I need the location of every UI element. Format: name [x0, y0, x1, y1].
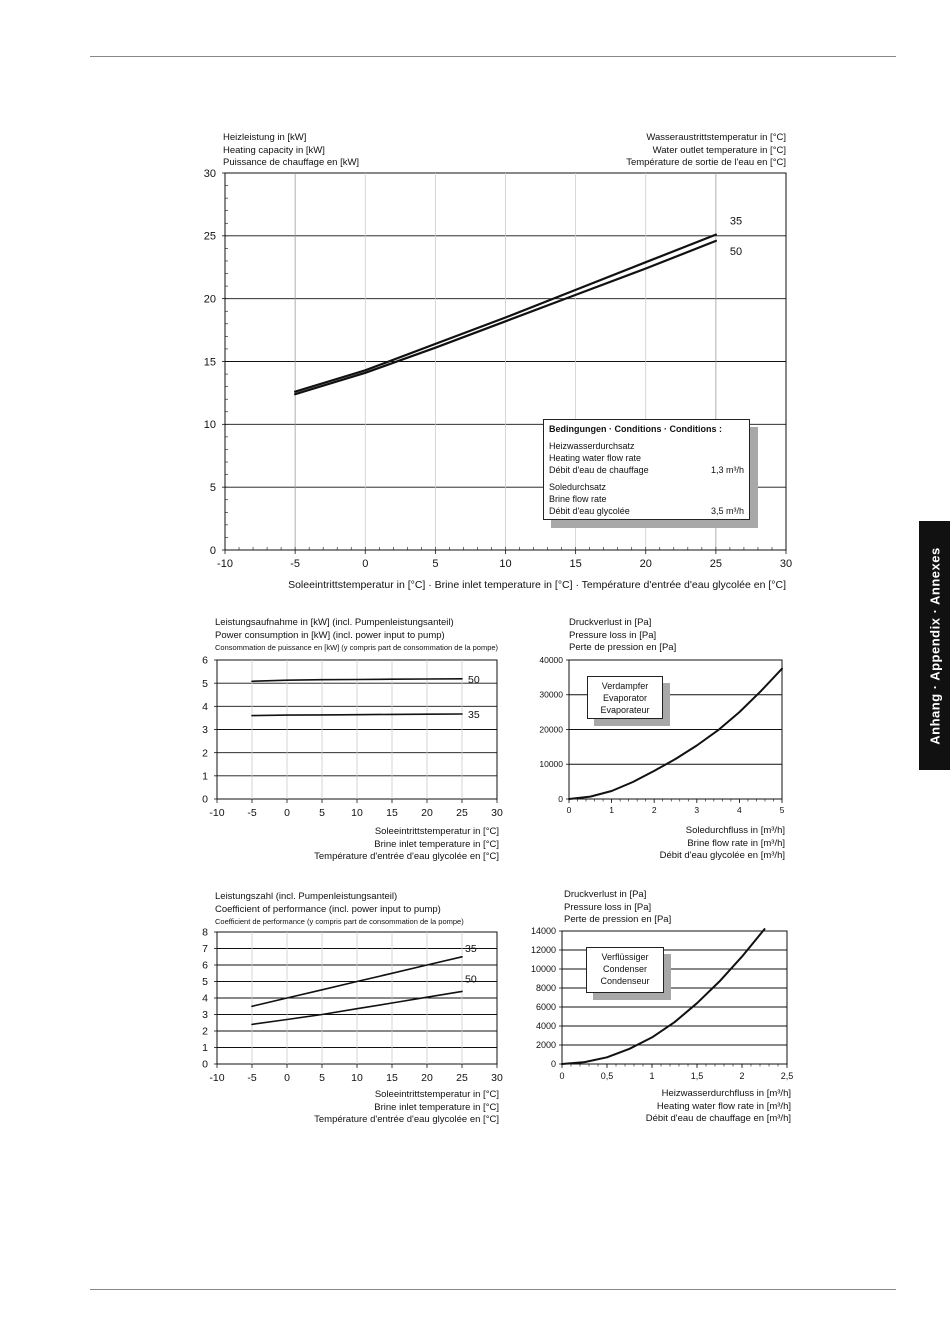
power-xtick-label: 5 [319, 807, 325, 819]
heating-xlabel [288, 579, 786, 592]
cop-xlabel-fr: Température d'entrée d'eau glycolée en [°C] [314, 1114, 499, 1125]
cond-xlabel-en: Heating water flow rate in [m³/h] [656, 1100, 791, 1112]
evaporator-ytick-label: 30000 [539, 689, 563, 700]
cop-xlabel-en: Brine inlet temperature in [°C] [374, 1101, 499, 1113]
condenser-box [586, 947, 664, 993]
power-xlabel-de: Soleeintrittstemperatur in [°C] [374, 826, 499, 837]
cop-ytick-label: 4 [202, 992, 208, 1005]
power-series-line [252, 714, 462, 716]
cop-ytick-label: 0 [202, 1058, 208, 1071]
heating-ylabel-fr: Puissance de chauffage en [kW] [223, 157, 360, 168]
power-ytick-label: 3 [202, 724, 208, 737]
power-xlabel [314, 826, 499, 864]
cop-xlabel-de: Soleeintrittstemperatur in [°C] [374, 1089, 499, 1100]
cop-xtick-label: 20 [421, 1072, 433, 1084]
cop-xtick-label: 10 [351, 1072, 363, 1084]
power-ytick-label: 1 [202, 770, 208, 783]
heating-xtick-label: 20 [639, 558, 652, 570]
heating-xlabel-text: Soleeintrittstemperatur in [°C] · Brine inlet temperature in [°C] · Température d'entrée d'eau glycolée en [°C] [288, 579, 786, 591]
cop-ytick-label: 8 [202, 926, 208, 939]
cond-box-en: Condenser [602, 964, 648, 974]
heating-xtick-label: 10 [499, 558, 512, 570]
cop-ytick-label: 1 [202, 1042, 208, 1055]
cop-xtick-label: -5 [247, 1072, 257, 1084]
power-xtick-label: 0 [284, 807, 290, 819]
heating-ytick-label: 10 [203, 419, 216, 432]
heating-xtick-label: 25 [709, 558, 722, 570]
evap-xlabel-fr: Débit d'eau glycolée en [m³/h] [659, 850, 785, 861]
evap-box-fr: Evaporateur [600, 705, 650, 715]
cop-xlabel [314, 1089, 499, 1127]
heating-ytick-label: 25 [203, 230, 216, 243]
cond-heating-flow-en: Heating water flow rate [549, 453, 642, 463]
condenser-ytick-label: 2000 [535, 1040, 556, 1051]
heating-series-label: 50 [729, 245, 743, 258]
heating-ytick-label: 15 [203, 356, 216, 369]
condenser-ytick-label: 6000 [535, 1002, 556, 1013]
power-ytick-label: 0 [202, 793, 208, 806]
heating-xtick-label: 30 [779, 558, 793, 570]
conditions-title: Bedingungen · Conditions · Conditions : [549, 424, 722, 434]
condenser-xtick-label: 2,5 [780, 1071, 794, 1081]
cond-xlabel-de: Heizwasserdurchfluss in [m³/h] [661, 1088, 791, 1099]
heating-ylabel-en: Heating capacity in [kW] [223, 144, 325, 156]
cond-heating-flow-value: 1,3 m³/h [710, 465, 744, 475]
cop-ytick-label: 5 [202, 976, 208, 989]
evap-ylabel-en: Pressure loss in [Pa] [569, 629, 657, 641]
cond-heating-flow-fr: Débit d'eau de chauffage [549, 465, 649, 475]
cond-ylabel-en: Pressure loss in [Pa] [564, 901, 652, 913]
heating-xtick-label: 0 [362, 558, 369, 570]
cop-ylabel [215, 891, 464, 929]
evaporator-xtick-label: 0 [566, 805, 572, 815]
power-xtick-label: 10 [351, 807, 363, 819]
cond-xlabel-fr: Débit d'eau de chauffage en [m³/h] [645, 1113, 791, 1124]
condenser-ytick-label: 10000 [530, 964, 556, 975]
condenser-xtick-label: 0,5 [600, 1071, 614, 1081]
evaporator-ytick-label: 40000 [539, 654, 563, 665]
evaporator-xtick-label: 4 [737, 805, 742, 815]
power-xlabel-fr: Température d'entrée d'eau glycolée en [°C] [314, 851, 499, 862]
power-xlabel-en: Brine inlet temperature in [°C] [374, 838, 499, 850]
evaporator-xtick-label: 1 [609, 805, 614, 815]
power-xtick-label: 20 [421, 807, 433, 819]
cond-brine-flow-fr: Débit d'eau glycolée [549, 506, 630, 516]
evap-xlabel [660, 825, 785, 863]
heating-xtick-label: -5 [290, 558, 301, 570]
heating-ytick-label: 20 [203, 293, 216, 306]
condenser-ytick-label: 0 [550, 1059, 556, 1070]
power-ylabel-en: Power consumption in [kW] (incl. power input to pump) [215, 629, 445, 641]
evap-box-de: Verdampfer [601, 681, 649, 691]
heating-ytick-label: 5 [209, 482, 216, 495]
condenser-xtick-label: 2 [739, 1071, 745, 1081]
heating-y2label [626, 132, 786, 170]
heating-ytick-label: 30 [203, 167, 216, 180]
heating-xtick-label: 5 [432, 558, 439, 570]
cop-ytick-label: 3 [202, 1009, 208, 1022]
power-xtick-label: 25 [456, 807, 468, 819]
power-ytick-label: 2 [202, 747, 208, 760]
cop-xtick-label: 30 [491, 1072, 503, 1084]
cop-xtick-label: -10 [209, 1072, 225, 1084]
condenser-xtick-label: 1 [649, 1071, 655, 1081]
evap-ylabel-de: Druckverlust in [Pa] [569, 617, 652, 628]
evap-ylabel-fr: Perte de pression en [Pa] [569, 642, 677, 653]
cop-ytick-label: 2 [202, 1025, 208, 1038]
power-ylabel-fr: Consommation de puissance en [kW] (y compris part de consommation de la pompe) [215, 643, 499, 652]
cond-ylabel-fr: Perte de pression en [Pa] [564, 914, 672, 925]
cond-ylabel [564, 889, 671, 927]
side-tab-label: Anhang · Appendix · Annexes [927, 546, 942, 745]
condenser-ytick-label: 12000 [530, 945, 556, 956]
condenser-xtick-label: 1,5 [690, 1071, 704, 1081]
heating-y2label-de: Wasseraustrittstemperatur in [°C] [646, 132, 786, 143]
heating-xtick-label: 15 [569, 558, 582, 570]
power-xtick-label: -10 [209, 807, 225, 819]
cop-ylabel-en: Coefficient of performance (incl. power input to pump) [215, 903, 441, 915]
power-ytick-label: 4 [202, 701, 208, 714]
heating-y2label-en: Water outlet temperature in [°C] [652, 144, 786, 156]
conditions-box [543, 419, 750, 520]
evaporator-xtick-label: 5 [779, 805, 785, 815]
cond-brine-flow-value: 3,5 m³/h [710, 506, 744, 516]
cop-chart [202, 927, 503, 1084]
evap-xlabel-en: Brine flow rate in [m³/h] [687, 837, 785, 849]
power-series-label: 50 [468, 673, 480, 686]
cop-xtick-label: 15 [386, 1072, 398, 1084]
condenser-ytick-label: 14000 [530, 926, 556, 937]
cop-ytick-label: 6 [202, 959, 208, 972]
cop-xtick-label: 0 [284, 1072, 290, 1084]
cop-ylabel-fr: Coefficient de performance (y compris part de consommation de la pompe) [215, 917, 464, 926]
evaporator-xtick-label: 2 [651, 805, 657, 815]
evap-ylabel [569, 617, 676, 655]
cond-heating-flow-fr-row [549, 464, 744, 476]
heating-ylabel [223, 132, 359, 170]
cop-series-label: 50 [465, 973, 477, 986]
cond-xlabel [646, 1088, 791, 1126]
cond-brine-flow-de: Soledurchsatz [549, 482, 607, 492]
condenser-xtick-label: 0 [559, 1071, 565, 1081]
power-xtick-label: 30 [491, 807, 503, 819]
evap-box-en: Evaporator [602, 693, 648, 703]
heating-xtick-label: -10 [217, 558, 233, 570]
power-xtick-label: 15 [386, 807, 398, 819]
heating-series-label: 35 [729, 215, 743, 228]
evaporator-ytick-label: 10000 [539, 759, 563, 770]
cop-xtick-label: 5 [319, 1072, 325, 1084]
cop-xtick-label: 25 [456, 1072, 468, 1084]
cond-brine-flow-fr-row [549, 505, 744, 517]
cond-ylabel-de: Druckverlust in [Pa] [564, 889, 647, 900]
power-series-label: 35 [468, 708, 480, 721]
heating-y2label-fr: Température de sortie de l'eau en [°C] [626, 157, 786, 168]
evaporator-box [587, 676, 663, 719]
cop-ytick-label: 7 [202, 943, 208, 956]
cond-box-de: Verflüssiger [601, 952, 649, 962]
evaporator-ytick-label: 20000 [539, 724, 563, 735]
cond-box-fr: Condenseur [600, 976, 650, 986]
power-ylabel [215, 617, 498, 655]
power-chart [202, 655, 503, 819]
heating-ytick-label: 0 [209, 544, 216, 557]
power-ytick-label: 5 [202, 677, 208, 690]
power-ylabel-de: Leistungsaufnahme in [kW] (incl. Pumpenleistungsanteil) [215, 617, 454, 628]
heating-ylabel-de: Heizleistung in [kW] [223, 132, 307, 143]
power-ytick-label: 6 [202, 654, 208, 667]
cop-series-label: 35 [465, 942, 477, 955]
cond-heating-flow-de: Heizwasserdurchsatz [549, 441, 635, 451]
evap-xlabel-de: Soledurchfluss in [m³/h] [685, 825, 785, 836]
condenser-ytick-label: 4000 [535, 1021, 556, 1032]
cop-ylabel-de: Leistungszahl (incl. Pumpenleistungsanteil) [215, 891, 398, 902]
power-xtick-label: -5 [247, 807, 257, 819]
cond-brine-flow-en: Brine flow rate [549, 494, 607, 504]
condenser-ytick-label: 8000 [535, 983, 556, 994]
evaporator-ytick-label: 0 [558, 793, 563, 804]
evaporator-xtick-label: 3 [694, 805, 700, 815]
